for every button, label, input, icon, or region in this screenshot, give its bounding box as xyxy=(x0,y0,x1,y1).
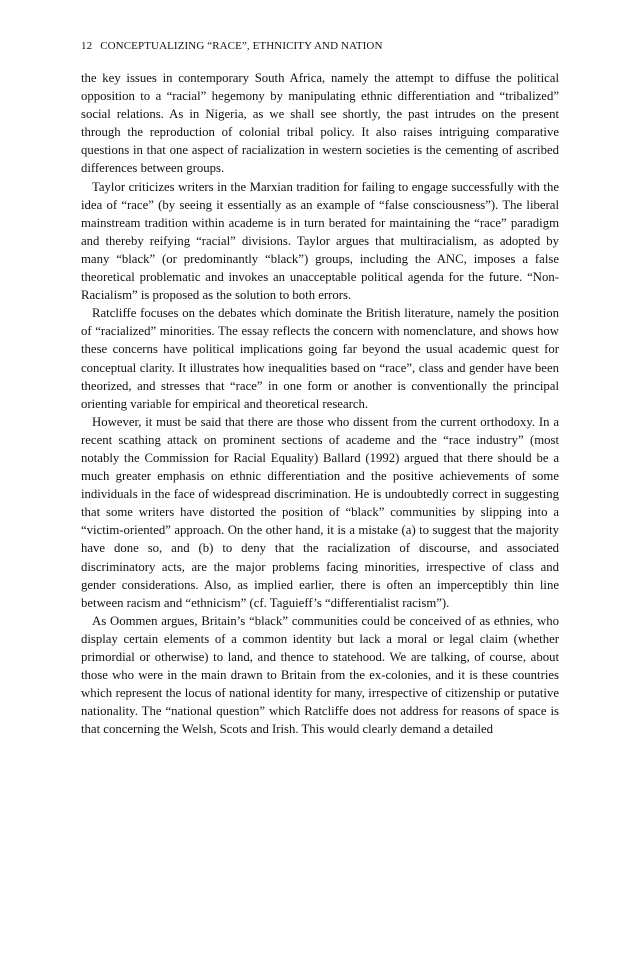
running-title: CONCEPTUALIZING “RACE”, ETHNICITY AND NATION xyxy=(100,40,383,52)
paragraph-4: However, it must be said that there are those who dissent from the current orthodoxy. In a recent scathing attack on prominent sections of academe and the “race industry” (most notably the Commission for Racial Equality) Ballard (1992) argued that there should be a much greater emphasis on ethnic differentiation and the positive achievements of some individuals in the face of widespread discrimination. He is undoubtedly correct in suggesting that some writers have distorted the position of “black” communities by slipping into a “victim-oriented” approach. On the other hand, it is a mistake (a) to suggest that the majority have done so, and (b) to deny that the racialization of discourse, and associated discriminatory acts, are the major problems facing minorities, irrespective of class and gender considerations. Also, as implied earlier, there is often an imperceptibly thin line between racism and “ethnicism” (cf. Taguieff’s “differentialist racism”). xyxy=(81,414,559,610)
body-text xyxy=(81,69,559,738)
paragraph-2: Taylor criticizes writers in the Marxian tradition for failing to engage successfully with the idea of “race” (by seeing it essentially as an example of “false consciousness”). The liberal mainstream tradition within academe is in turn berated for maintaining the “race” paradigm and thereby reifying “racial” divisions. Taylor argues that multiracialism, as adopted by many “black” (or predominantly “black”) groups, including the ANC, imposes a false theoretical problematic and invokes an unacceptable political agenda for the future. “Non-Racialism” is proposed as the solution to both errors. xyxy=(81,179,559,303)
running-header xyxy=(81,40,561,52)
paragraph-5: As Oommen argues, Britain’s “black” communities could be conceived of as ethnies, who display certain elements of a common identity but lack a moral or legal claim (whether primordial or otherwise) to land, and thence to statehood. We are talking, of course, about those who were in the main drawn to Britain from the ex-colonies, and it is these countries which represent the locus of national identity for many, irrespective of citizenship or putative nationality. The “national question” which Ratcliffe does not address for reasons of space is that concerning the Welsh, Scots and Irish. This would clearly demand a detailed xyxy=(81,613,559,737)
paragraph-3: Ratcliffe focuses on the debates which dominate the British literature, namely the position of “racialized” minorities. The essay reflects the concern with nomenclature, and shows how these concerns have political implications going far beyond the usual academic quest for conceptual clarity. It illustrates how inequalities based on “race”, class and gender have been theorized, and stresses that “race” in one form or another is conventionally the principal orienting variable for empirical and theoretical research. xyxy=(81,306,559,411)
page-number: 12 xyxy=(81,40,93,52)
paragraph-1: the key issues in contemporary South Africa, namely the attempt to diffuse the political opposition to a “racial” hegemony by manipulating ethnic differentiation and “tribalized” social relations. As in Nigeria, as we shall see shortly, the past intrudes on the present through the reproduction of colonial tribal policy. It also raises intriguing comparative questions in that one aspect of racialization in western societies is the cementing of ascribed differences between groups. xyxy=(81,71,559,176)
